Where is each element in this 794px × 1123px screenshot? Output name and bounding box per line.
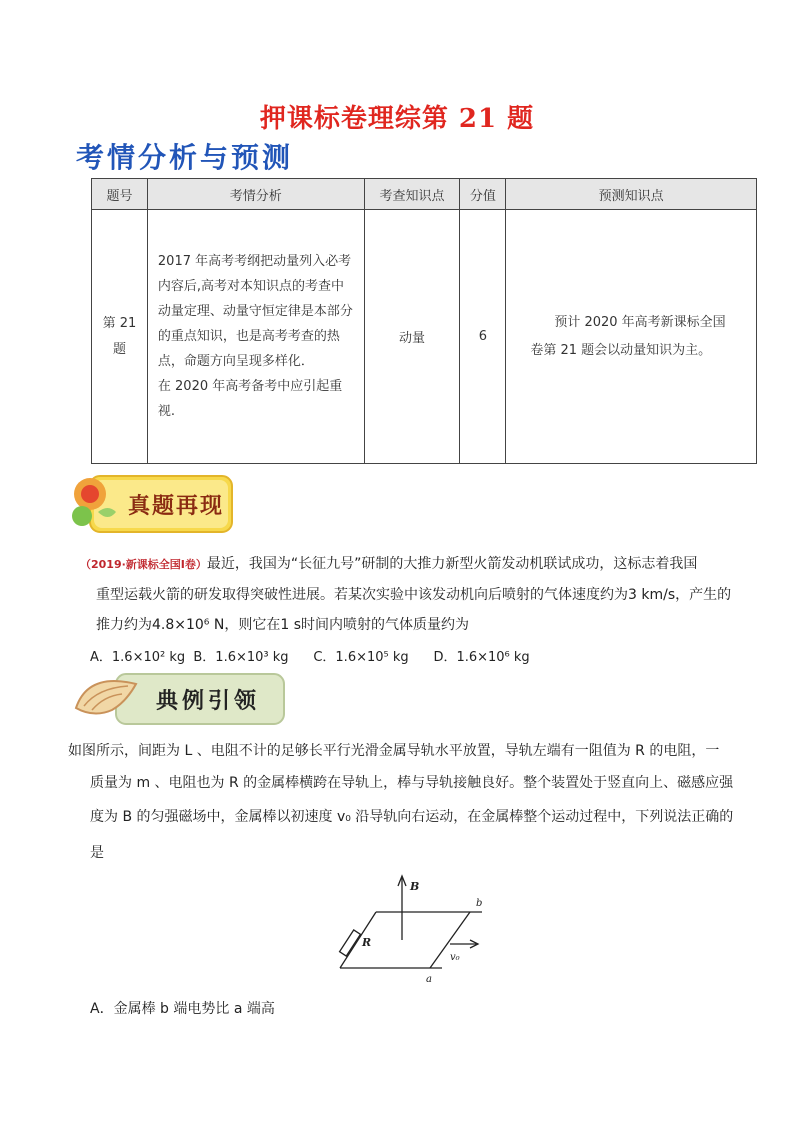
banner-label: 真题再现 bbox=[127, 493, 225, 519]
question-source: （2019·新课标全国Ⅰ卷） bbox=[80, 558, 207, 571]
analysis-line: 在 2020 年高考备考中应引起重 bbox=[157, 379, 343, 394]
label-a: a bbox=[426, 974, 432, 985]
question-1-line-2: 重型运载火箭的研发取得突破性进展。若某次实验中该发动机向后喷射的气体速度约为3 km/s，产生的 bbox=[96, 587, 732, 603]
banner-label: 典例引领 bbox=[155, 688, 261, 714]
analysis-table bbox=[91, 178, 757, 464]
cell-score: 6 bbox=[460, 210, 506, 464]
table-row bbox=[92, 210, 757, 464]
cell-analysis bbox=[147, 210, 364, 464]
header-prediction: 预测知识点 bbox=[506, 179, 757, 210]
label-B: B bbox=[410, 880, 420, 893]
question-2-line-1: 如图所示，间距为 L 、电阻不计的足够长平行光滑金属导轨水平放置，导轨左端有一阻值为 R 的电阻，一 bbox=[68, 743, 720, 759]
rail-circuit-figure bbox=[330, 868, 490, 988]
banner-example bbox=[70, 668, 288, 730]
analysis-line: 动量定理、动量守恒定律是本部分 bbox=[157, 304, 353, 319]
analysis-line: 点，命题方向呈现多样化． bbox=[157, 354, 314, 369]
prediction-line: 卷第 21 题会以动量知识为主。 bbox=[530, 342, 712, 358]
cell-prediction bbox=[506, 210, 757, 464]
prediction-line: 预计 2020 年高考新课标全国 bbox=[554, 314, 726, 330]
label-b: b bbox=[476, 898, 483, 909]
section-heading-analysis: 考情分析与预测 bbox=[76, 141, 294, 174]
header-knowledge: 考查知识点 bbox=[364, 179, 460, 210]
analysis-line: 的重点知识，也是高考考查的热 bbox=[157, 329, 340, 344]
question-2-line-4: 是 bbox=[90, 845, 104, 861]
label-R: R bbox=[362, 936, 372, 949]
header-number: 题号 bbox=[92, 179, 148, 210]
banner-real-exam bbox=[68, 470, 236, 538]
page-title: 押课标卷理综第 21 题 bbox=[259, 104, 535, 134]
analysis-line: 视. bbox=[157, 404, 176, 419]
cell-knowledge: 动量 bbox=[364, 210, 460, 464]
question-2-line-3: 度为 B 的匀强磁场中，金属棒以初速度 v₀ 沿导轨向右运动，在金属棒整个运动过程中，下列说法正确的 bbox=[90, 809, 734, 825]
cell-number: 第 21 题 bbox=[92, 210, 148, 464]
header-score: 分值 bbox=[460, 179, 506, 210]
label-v0: v₀ bbox=[450, 952, 460, 963]
header-analysis: 考情分析 bbox=[147, 179, 364, 210]
question-1-line-3: 推力约为4.8×10⁶ N，则它在1 s时间内喷射的气体质量约为 bbox=[96, 617, 469, 633]
question-2-option-a: A．金属棒 b 端电势比 a 端高 bbox=[90, 1001, 275, 1017]
table-header-row bbox=[92, 179, 757, 210]
question-1-line-1: （2019·新课标全国Ⅰ卷）最近，我国为“长征九号”研制的大推力新型火箭发动机联试成功，这标志着我国 bbox=[80, 556, 698, 572]
analysis-line: 2017 年高考考纲把动量列入必考 bbox=[157, 254, 352, 269]
question-2-line-2: 质量为 m 、电阻也为 R 的金属棒横跨在导轨上，棒与导轨接触良好。整个装置处于竖直向上、磁感应强 bbox=[90, 775, 734, 791]
analysis-line: 内容后,高考对本知识点的考查中 bbox=[157, 279, 345, 294]
question-1-options: A．1.6×10² kg B．1.6×10³ kg C．1.6×10⁵ kg D．1.6×10⁶ kg bbox=[90, 650, 530, 665]
